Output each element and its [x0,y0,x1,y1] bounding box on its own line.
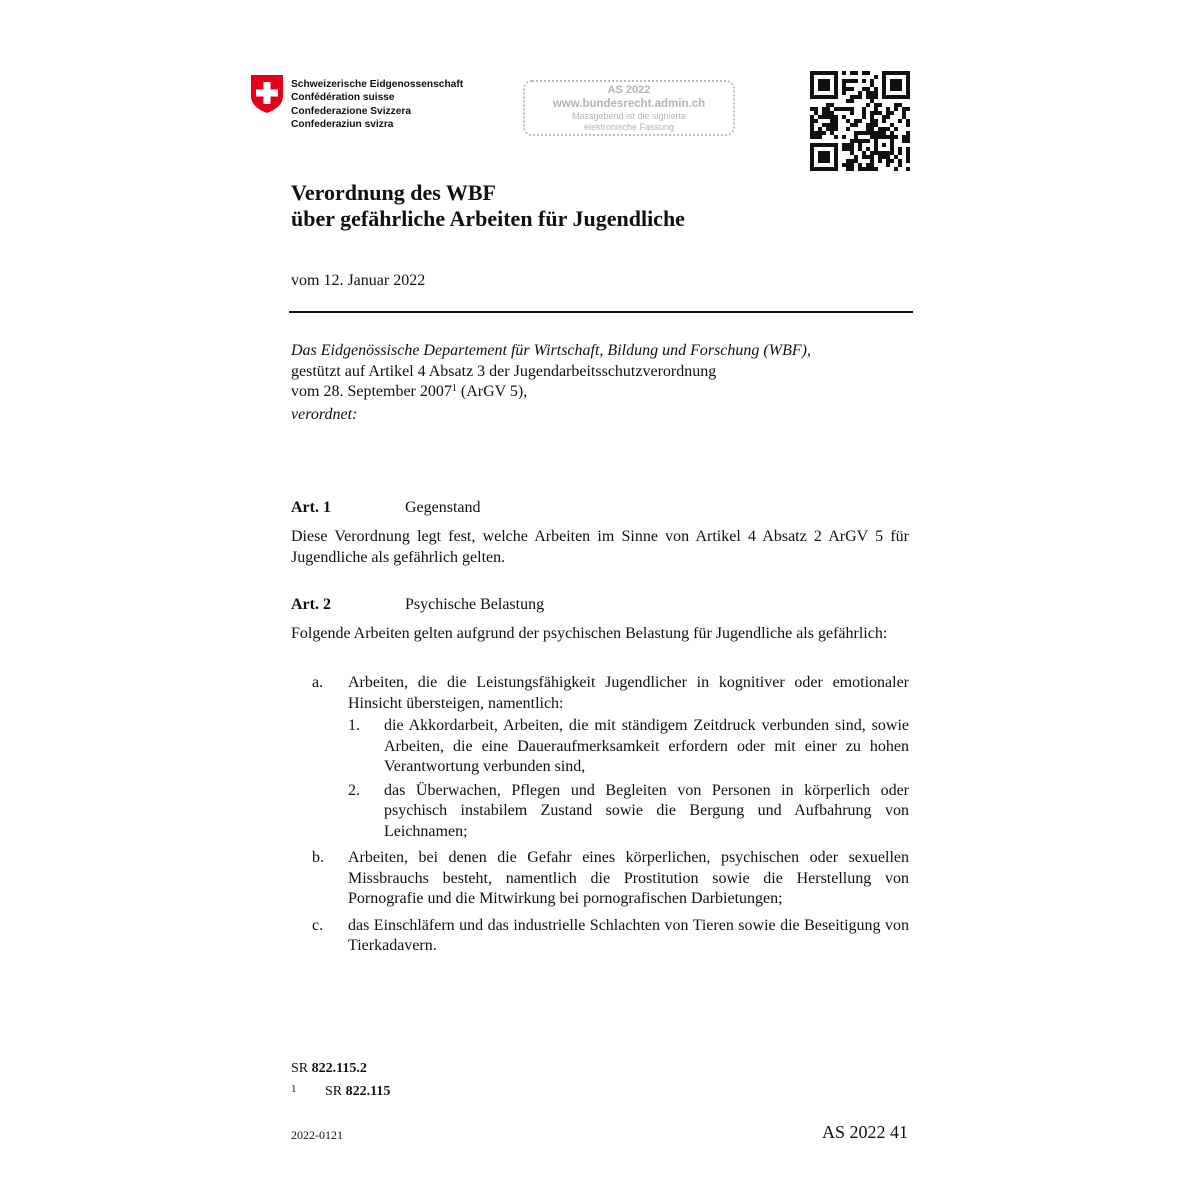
stamp-line-4: elektronische Fassung [583,122,675,132]
footnote-ref: 1 [451,383,457,394]
sr-prefix: SR [291,1061,309,1076]
swiss-cross-shield-icon [250,74,284,114]
list-item-b [291,848,909,910]
confederation-name-rm: Confederaziun svizra [291,119,394,131]
list-item-c-text: das Einschläfern und das industrielle Schlachten von Tieren sowie die Beseitigung von Tierkadavern. [348,916,909,954]
footnote-number: 1 [291,1083,297,1095]
list-mark-a: a. [312,674,324,691]
footnote-sr: 822.115 [345,1084,391,1099]
article-1-title: Gegenstand [405,499,481,516]
article-1-heading [291,499,481,517]
sub-item-2 [348,781,909,843]
document-title [291,180,685,232]
list-mark-b: b. [312,849,324,866]
preamble [291,341,911,425]
stamp-line-1: AS 2022 [607,84,651,96]
sr-reference [291,1059,390,1079]
preamble-verordnet: verordnet: [291,405,358,423]
preamble-issuer: Das Eidgenössische Departement für Wirtschaft, Bildung und Forschung (WBF), [291,342,811,359]
confederation-names [291,78,463,132]
as-reference: AS 2022 41 [822,1122,909,1142]
article-2-heading [291,596,544,614]
sub-mark-1: 1. [348,717,360,734]
preamble-basis-line-1: gestützt auf Artikel 4 Absatz 3 der Jugendarbeitsschutzverordnung [291,362,717,380]
preamble-basis-line-2 [291,382,911,403]
list-item-b-text: Arbeiten, bei denen die Gefahr eines körperlichen, psychischen oder sexuellen Missbrauchs besteht, namentlich die Prostitution sowie die Herstellung von Pornografie und die Mitwirkung bei pornografischen Darbietungen; [348,849,909,907]
sr-number: 822.115.2 [311,1061,367,1076]
title-divider [289,311,913,313]
sub-item-1-text: die Akkordarbeit, Arbeiten, die mit ständigem Zeitdruck verbunden sind, sowie Arbeiten, die eine Daueraufmerksamkeit erfordern oder mit einer zu hohen Verantwortung verbunden sind, [384,717,909,775]
preamble-basis-source: (ArGV 5), [456,383,528,400]
title-line-2: über gefährliche Arbeiten für Jugendliche [291,206,685,231]
list-item-a [291,673,909,842]
sub-mark-2: 2. [348,781,360,799]
confederation-name-fr: Confédération suisse [291,92,395,104]
article-2-number: Art. 2 [291,596,331,613]
article-1-text: Diese Verordnung legt fest, welche Arbeiten im Sinne von Artikel 4 Absatz 2 ArGV 5 für Jugendliche als gefährlich gelten. [291,528,909,566]
sub-item-2-text: das Überwachen, Pflegen und Begleiten von Personen in körperlich oder psychisch instabilem Zustand sowie die Bergung und Aufbahrung von Leichnamen; [384,781,909,840]
list-item-c [291,916,909,957]
list-item-a-text: Arbeiten, die die Leistungsfähigkeit Jugendlicher in kognitiver oder emotionaler Hinsicht übersteigen, namentlich: [348,674,909,712]
qr-code-icon [810,71,910,171]
publication-stamp [523,80,735,136]
footnotes [291,1059,390,1102]
footnote-1 [291,1079,390,1102]
document-number: 2022-0121 [291,1128,343,1142]
list-mark-c: c. [312,916,324,934]
stamp-line-3: Massgebend ist die signierte [571,111,687,121]
document-date: vom 12. Januar 2022 [291,272,426,289]
article-1-number: Art. 1 [291,499,331,516]
preamble-basis-date: vom 28. September 2007 [291,383,452,400]
confederation-name-it: Confederazione Svizzera [291,105,412,117]
sub-item-1 [348,716,909,778]
title-line-1: Verordnung des WBF [291,180,496,205]
footnote-prefix: SR [325,1084,343,1099]
article-2-title: Psychische Belastung [405,596,545,613]
article-2-intro: Folgende Arbeiten gelten aufgrund der psychischen Belastung für Jugendliche als gefährlich: [291,625,888,642]
confederation-name-de: Schweizerische Eidgenossenschaft [291,79,464,90]
article-2-list [291,673,909,957]
stamp-url: www.bundesrecht.admin.ch [552,98,706,110]
